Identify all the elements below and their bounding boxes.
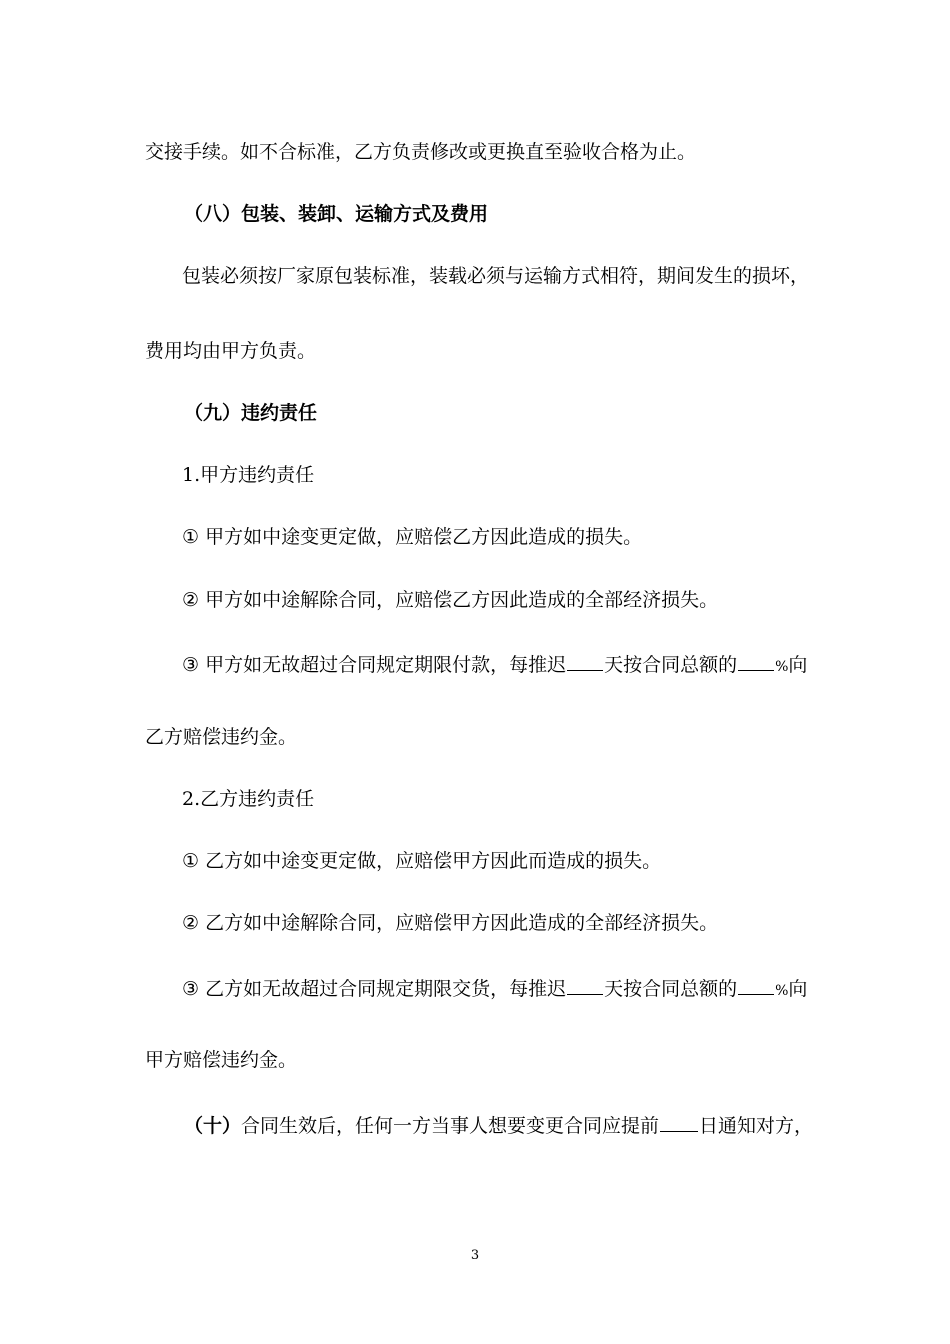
clause-b2: ② 乙方如中途解除合同，应赔偿甲方因此造成的全部经济损失。: [182, 912, 719, 934]
heading-packaging: （八）包装、装卸、运输方式及费用: [184, 203, 489, 225]
subheading-party-b-liability: [182, 787, 314, 811]
paragraph-packaging-cont: 费用均由甲方负责。: [145, 340, 317, 362]
paragraph-packaging: 包装必须按厂家原包装标准，装载必须与运输方式相符，期间发生的损坏，: [182, 265, 810, 287]
clause-a3-mid: 天按合同总额的: [604, 654, 738, 676]
clause-10-text-post: 日通知对方，: [699, 1115, 814, 1137]
percent-sign: %: [775, 659, 789, 675]
clause-b1: ① 乙方如中途变更定做，应赔偿甲方因此而造成的损失。: [182, 850, 662, 872]
clause-a3-cont: 乙方赔偿违约金。: [145, 726, 298, 748]
subheading-text: 甲方违约责任: [200, 464, 315, 486]
clause-10-label: （十）: [184, 1115, 242, 1137]
clause-b3: [182, 974, 807, 1003]
subheading-party-a-liability: [182, 463, 314, 487]
subheading-text: 乙方违约责任: [200, 788, 315, 810]
clause-b3-mid: 天按合同总额的: [604, 978, 738, 1000]
paragraph-acceptance-cont: 交接手续。如不合标准，乙方负责修改或更换直至验收合格为止。: [145, 141, 697, 163]
clause-a3-text: ③ 甲方如无故超过合同规定期限付款，每推迟: [182, 654, 567, 676]
clause-b3-text: ③ 乙方如无故超过合同规定期限交货，每推迟: [182, 978, 567, 1000]
clause-a1: ① 甲方如中途变更定做，应赔偿乙方因此造成的损失。: [182, 526, 643, 548]
subheading-number: 2.: [182, 788, 201, 810]
percent-sign: %: [775, 983, 789, 999]
blank-days-field[interactable]: [567, 974, 603, 995]
subheading-number: 1.: [182, 464, 201, 486]
clause-a3-post: 向: [788, 654, 808, 676]
blank-percent-field[interactable]: [738, 650, 774, 671]
clause-10-text: 合同生效后，任何一方当事人想要变更合同应提前: [241, 1115, 660, 1137]
clause-b3-post: 向: [788, 978, 808, 1000]
blank-percent-field[interactable]: [738, 974, 774, 995]
clause-a2: ② 甲方如中途解除合同，应赔偿乙方因此造成的全部经济损失。: [182, 589, 719, 611]
page-number: 3: [470, 1248, 480, 1263]
blank-days-field[interactable]: [567, 650, 603, 671]
clause-10: [184, 1111, 813, 1138]
clause-a3: [182, 650, 807, 679]
clause-b3-cont: 甲方赔偿违约金。: [145, 1049, 298, 1071]
heading-liability: （九）违约责任: [184, 402, 318, 424]
blank-notice-days-field[interactable]: [660, 1111, 698, 1132]
